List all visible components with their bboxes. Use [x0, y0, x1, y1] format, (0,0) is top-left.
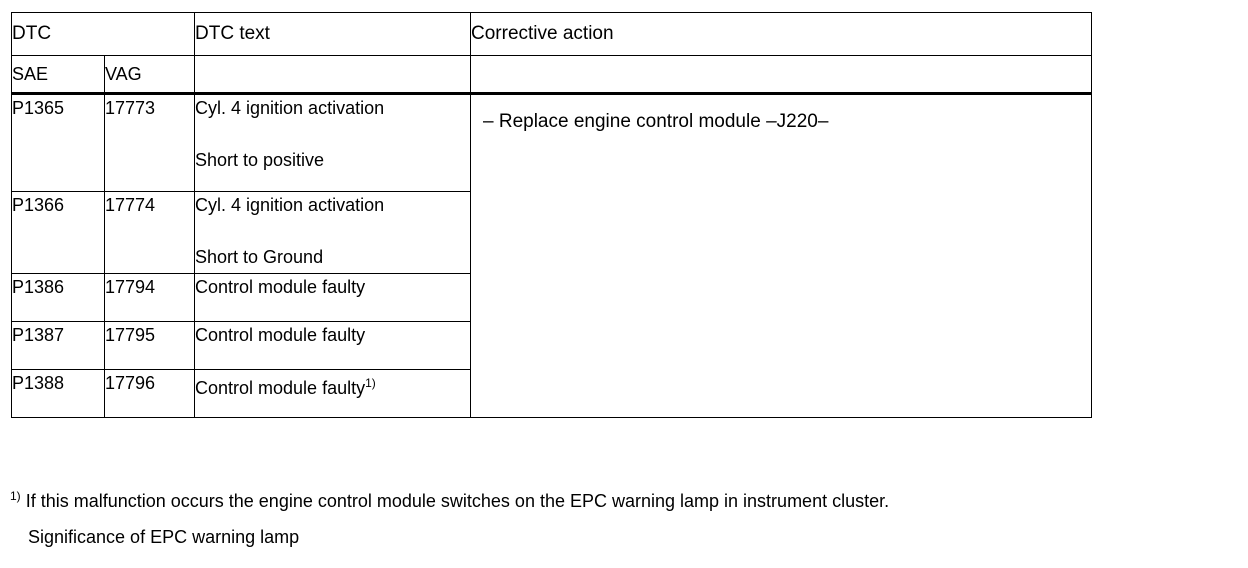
cell-vag: 17774	[105, 192, 195, 274]
footnote	[10, 478, 1210, 555]
header-corrective-action: Corrective action	[471, 13, 1092, 56]
cell-vag: 17795	[105, 322, 195, 370]
cell-sae: P1366	[12, 192, 105, 274]
dtc-text-line2: Short to positive	[195, 150, 325, 170]
cell-vag: 17773	[105, 94, 195, 192]
cell-dtc-text	[195, 274, 471, 322]
dtc-text-line1: Control module faulty	[195, 325, 366, 345]
cell-corrective-action	[471, 94, 1092, 418]
cell-sae: P1365	[12, 94, 105, 192]
cell-sae: P1386	[12, 274, 105, 322]
dtc-text-line1: Control module faulty	[195, 277, 366, 297]
subheader-dtc-text-empty	[195, 56, 471, 94]
dtc-text-line1: Cyl. 4 ignition activation	[195, 195, 385, 215]
dtc-text-line1: Control module faulty	[195, 378, 366, 398]
subheader-corrective-empty	[471, 56, 1092, 94]
header-dtc-text: DTC text	[195, 13, 471, 56]
subheader-sae: SAE	[12, 56, 105, 94]
table-row	[12, 94, 1092, 192]
cell-sae: P1388	[12, 370, 105, 418]
footnote-line2: Significance of EPC warning lamp	[28, 527, 300, 547]
cell-dtc-text	[195, 94, 471, 192]
footnote-line1: If this malfunction occurs the engine control module switches on the EPC warning lamp in instrument cluster.	[25, 491, 890, 511]
table-header-row	[12, 13, 1092, 56]
cell-sae: P1387	[12, 322, 105, 370]
dtc-table	[11, 12, 1092, 418]
cell-vag: 17794	[105, 274, 195, 322]
cell-dtc-text	[195, 370, 471, 418]
dtc-text-line2: Short to Ground	[195, 247, 324, 267]
table-subheader-row	[12, 56, 1092, 94]
header-dtc: DTC	[12, 13, 195, 56]
cell-vag: 17796	[105, 370, 195, 418]
cell-dtc-text	[195, 322, 471, 370]
corrective-action-text: – Replace engine control module –J220–	[483, 111, 829, 132]
subheader-vag: VAG	[105, 56, 195, 94]
footnote-marker: 1)	[10, 489, 21, 503]
cell-dtc-text	[195, 192, 471, 274]
dtc-text-line1: Cyl. 4 ignition activation	[195, 98, 385, 118]
dtc-text-footnote-marker: 1)	[365, 376, 376, 390]
